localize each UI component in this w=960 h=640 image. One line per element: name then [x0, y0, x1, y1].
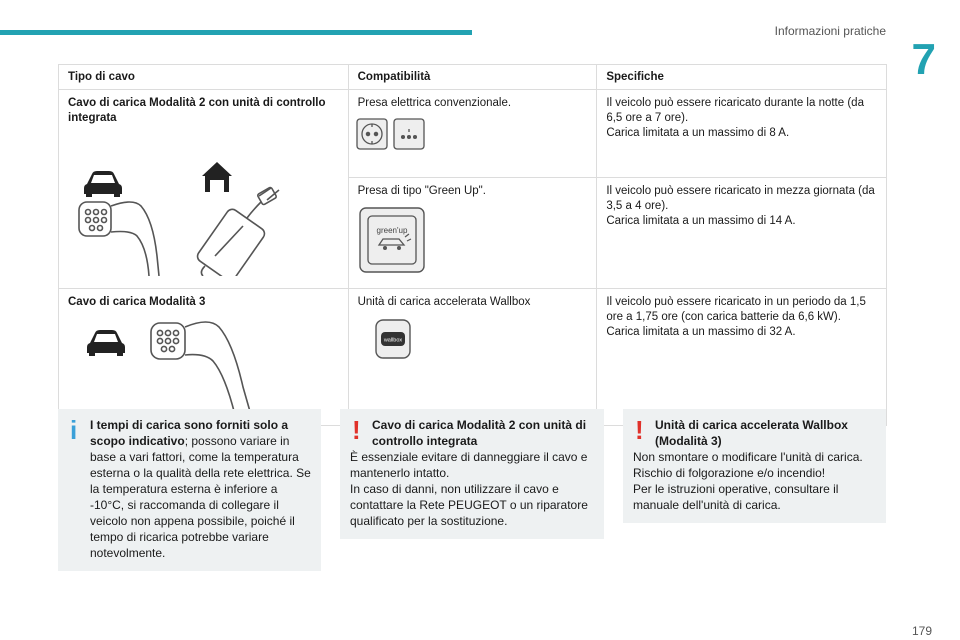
specification-line: Carica limitata a un massimo di 14 A. [606, 215, 796, 227]
cable-type-cell-mode2 [59, 90, 349, 289]
note-body: ; possono variare in base a vari fattori, come la temperatura esterna o la qualità della rete elettrica. Se la temperatura esterna è inferiore a -10°C, si raccomanda di collegare il veicolo non appena possibile, poiché il tempo di ricarica potrebbe variare notevolmente. [90, 434, 311, 560]
info-note-charging-times [58, 409, 321, 571]
green-up-socket-icon [359, 207, 425, 273]
compatibility-label: Presa elettrica convenzionale. [357, 97, 512, 109]
note-body-line: In caso di danni, non utilizzare il cavo e contattare la Rete PEUGEOT o un riparatore qualificato per la sostituzione. [350, 482, 588, 528]
page-number: 179 [911, 624, 932, 638]
note-title: I tempi di carica sono forniti solo a scopo indicativo [90, 418, 289, 448]
chapter-number: 7 [911, 35, 936, 84]
section-title: Informazioni pratiche [774, 24, 886, 38]
charging-cable-table [58, 64, 887, 426]
compatibility-label: Unità di carica accelerata Wallbox [357, 296, 531, 308]
mode2-cable-illustration [75, 156, 333, 276]
note-title: Cavo di carica Modalità 2 con unità di controllo integrata [372, 418, 587, 448]
column-header-specifications: Specifiche [597, 65, 887, 90]
cable-type-cell-mode3 [59, 289, 349, 426]
note-body-line: Non smontare o modificare l'unità di carica. [633, 450, 863, 464]
specification-line: Il veicolo può essere ricaricato durante la notte (da 6,5 ore a 7 ore). [606, 97, 864, 124]
mode3-cable-illustration [85, 317, 275, 415]
specification-cell [597, 178, 887, 289]
info-icon: i [70, 415, 78, 445]
note-heading [633, 417, 876, 449]
specification-cell [597, 90, 887, 178]
house-icon [202, 162, 232, 192]
specification-line: Carica limitata a un massimo di 8 A. [606, 127, 790, 139]
compatibility-cell-domestic-socket [348, 90, 597, 178]
wallbox-icon [375, 319, 411, 359]
warning-icon: ! [352, 415, 361, 445]
note-heading [350, 417, 594, 449]
green-up-label: green'up [376, 226, 408, 235]
car-icon [87, 330, 125, 356]
compatibility-cell-wallbox [348, 289, 597, 426]
control-box-plug [195, 187, 279, 276]
warning-note-wallbox [623, 409, 886, 523]
specification-line: Il veicolo può essere ricaricato in un periodo da 1,5 ore a 1,75 ore (con carica batterie da 6,6 kW). [606, 296, 866, 323]
wallbox-label: wallbox [383, 337, 402, 344]
column-header-cable-type: Tipo di cavo [59, 65, 349, 90]
compatibility-cell-green-up [348, 178, 597, 289]
column-header-compatibility: Compatibilità [348, 65, 597, 90]
car-icon [84, 171, 122, 197]
warning-icon: ! [635, 415, 644, 445]
type2-connector [151, 322, 251, 415]
note-text [68, 417, 311, 561]
header-accent-bar [0, 30, 472, 35]
table-row [59, 90, 887, 178]
specification-line: Carica limitata a un massimo di 32 A. [606, 326, 796, 338]
domestic-socket-icons [356, 118, 426, 152]
note-body-line: Per le istruzioni operative, consultare il manuale dell'unità di carica. [633, 482, 839, 512]
italian-socket-icon [394, 119, 424, 149]
table-row [59, 289, 887, 426]
note-body-line: È essenziale evitare di danneggiare il cavo e mantenerlo intatto. [350, 450, 588, 480]
specification-line: Il veicolo può essere ricaricato in mezza giornata (da 3,5 a 4 ore). [606, 185, 875, 212]
compatibility-label: Presa di tipo "Green Up". [357, 185, 486, 197]
cable-type-label: Cavo di carica Modalità 3 [68, 296, 206, 308]
table-header-row [59, 65, 887, 90]
cable-type-label: Cavo di carica Modalità 2 con unità di controllo integrata [68, 97, 326, 124]
note-body-line: Rischio di folgorazione e/o incendio! [633, 466, 826, 480]
note-title: Unità di carica accelerata Wallbox (Modalità 3) [655, 418, 848, 448]
specification-cell [597, 289, 887, 426]
schuko-socket-icon [357, 119, 387, 149]
warning-note-mode2-cable [340, 409, 604, 539]
type2-connector [79, 202, 159, 276]
